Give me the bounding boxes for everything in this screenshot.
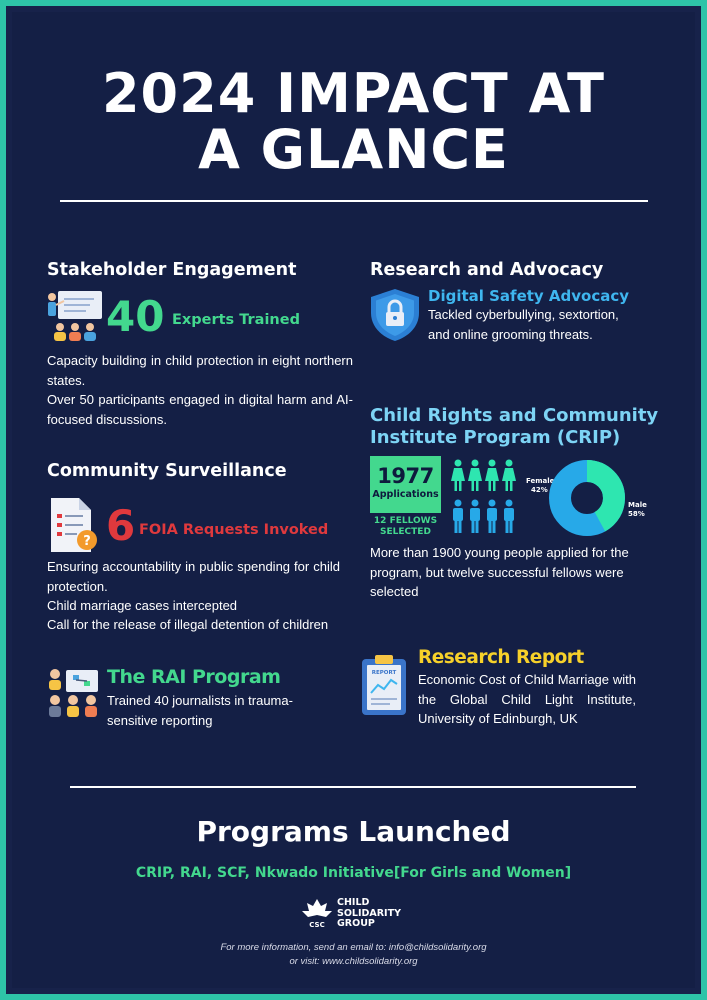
programs-divider — [70, 786, 636, 788]
journalists-icon — [46, 667, 100, 719]
stakeholder-heading: Stakeholder Engagement — [47, 260, 297, 280]
footer-website: or visit: www.childsolidarity.org — [289, 956, 418, 967]
crip-heading: Child Rights and Community Institute Program (CRIP) — [370, 405, 659, 448]
male-percent: 58% — [628, 510, 645, 518]
csg-logo-mark — [300, 897, 334, 931]
surveillance-text-1: Ensuring accountability in public spending for child protection. — [47, 559, 340, 594]
applications-number: 1977 — [377, 464, 434, 488]
logo-line-3: GROUP — [337, 918, 375, 929]
research-heading: Research and Advocacy — [370, 260, 604, 280]
female-label: Female — [526, 477, 555, 485]
rai-heading: The RAI Program — [107, 666, 281, 688]
report-text: Economic Cost of Child Marriage with the Global Child Light Institute, University of Edinburgh, UK — [418, 672, 636, 726]
fellows-label-line-2: SELECTED — [380, 527, 431, 537]
svg-text:?: ? — [83, 534, 91, 549]
report-heading: Research Report — [418, 647, 584, 668]
logo-line-2: SOLIDARITY — [337, 907, 401, 919]
programs-heading: Programs Launched — [196, 815, 511, 848]
surveillance-text-3: Call for the release of illegal detention of children — [47, 617, 329, 632]
male-legend — [628, 501, 647, 519]
applications-label: Applications — [372, 489, 439, 500]
report-clipboard-label: REPORT — [371, 670, 397, 676]
female-figures — [451, 460, 516, 492]
crip-text: More than 1900 young people applied for the program, but twelve successful fellows were selected — [370, 545, 629, 599]
title-line-1: 2024 IMPACT AT — [101, 62, 606, 125]
experts-trained-label: Experts Trained — [172, 312, 300, 328]
report-clipboard-icon — [358, 653, 410, 717]
title-line-2: A GLANCE — [198, 118, 509, 181]
stakeholder-text-1: Capacity building in child protection in eight northern states. — [47, 353, 353, 388]
foia-number: 6 — [106, 501, 136, 550]
male-label: Male — [628, 501, 647, 509]
training-icon — [46, 289, 104, 341]
programs-list: CRIP, RAI, SCF, Nkwado Initiative[For Girls and Women] — [135, 865, 572, 881]
female-percent: 42% — [531, 486, 548, 494]
fellows-label-line-1: 12 FELLOWS — [373, 516, 438, 526]
male-figures — [453, 500, 514, 534]
foia-label: FOIA Requests Invoked — [139, 522, 329, 538]
stakeholder-text-2: Over 50 participants engaged in digital harm and AI-focused discussions. — [47, 392, 353, 427]
logo-line-1: CHILD — [337, 897, 370, 908]
footer-email: For more information, send an email to: info@childsolidarity.org — [220, 942, 487, 953]
fellows-label — [368, 516, 443, 538]
surveillance-heading: Community Surveillance — [47, 461, 287, 481]
shield-lock-icon — [368, 287, 422, 343]
applications-box — [370, 456, 441, 513]
rai-text: Trained 40 journalists in trauma-sensitive reporting — [107, 693, 293, 728]
title-divider — [60, 200, 648, 202]
document-question-icon — [45, 496, 99, 554]
logo-mark-text: CSC — [309, 921, 325, 929]
csg-logo-text — [337, 898, 401, 930]
digital-safety-text: Tackled cyberbullying, sextortion, and online grooming threats. — [428, 307, 619, 342]
experts-trained-number: 40 — [106, 292, 165, 341]
digital-safety-heading: Digital Safety Advocacy — [428, 287, 630, 305]
gender-donut-chart — [548, 459, 626, 537]
surveillance-text-2: Child marriage cases intercepted — [47, 598, 238, 613]
fellows-pictogram — [451, 459, 521, 535]
